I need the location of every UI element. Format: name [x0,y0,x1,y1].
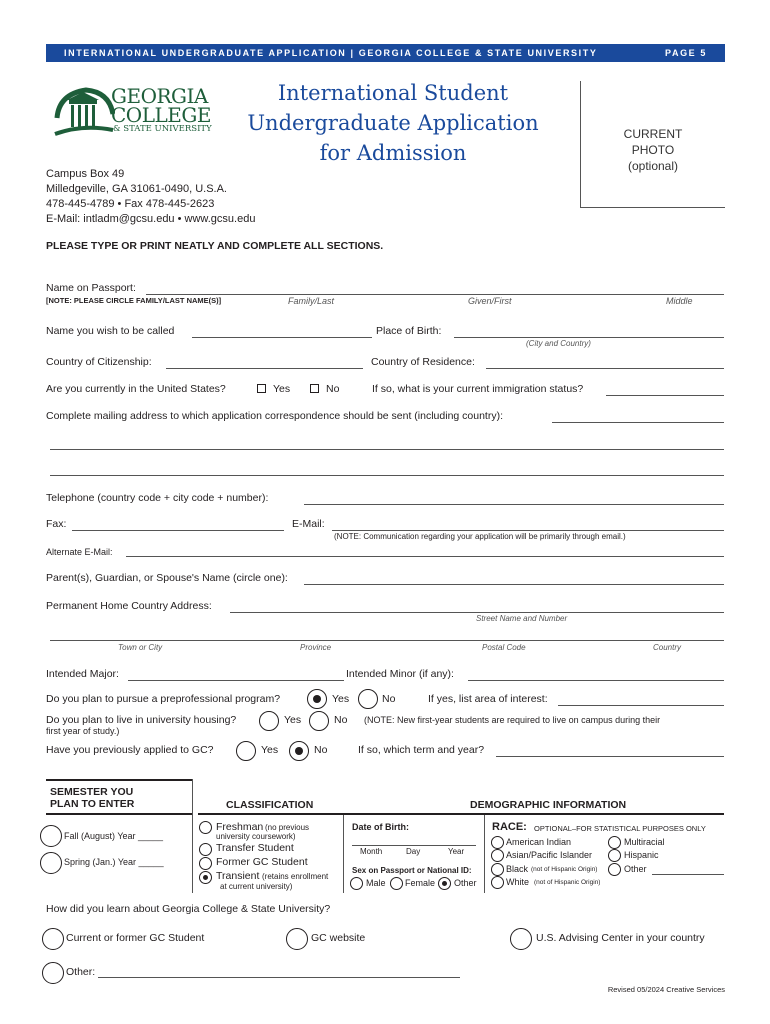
citizenship-label: Country of Citizenship: [46,356,152,368]
title-line2: Undergraduate Application [247,111,539,135]
demographic-heading: DEMOGRAPHIC INFORMATION [470,799,627,811]
country-label: Country [653,643,682,652]
name-passport-input[interactable] [146,294,724,295]
email-input[interactable] [332,530,724,531]
asian-label: Asian/Pacific Islander [506,850,593,860]
applied-label: Have you previously applied to GC? [46,744,214,756]
american-indian-label: American Indian [506,837,572,847]
footer-revised: Revised 05/2024 Creative Services [607,985,725,994]
race-other-label: Other [624,864,647,874]
residence-input[interactable] [486,368,724,369]
address-line4: E-Mail: intladm@gcsu.edu • www.gcsu.edu [46,213,256,225]
immigration-label: If so, what is your current immigration status? [372,383,584,395]
white-label: White [506,877,530,887]
city-country-label: (City and Country) [526,339,591,348]
gcsu-logo [53,84,213,140]
name-passport-label: Name on Passport: [46,282,136,294]
spring-label: Spring (Jan.) Year _____ [64,857,164,867]
housing-note: (NOTE: New first-year students are required to live on campus during their [364,715,661,725]
preprof-area-input[interactable] [558,705,724,706]
class-demo-rule [198,813,724,815]
black-label: Black [506,864,529,874]
title-line1: International Student [277,81,509,105]
province-label: Province [300,643,332,652]
address-line1: Campus Box 49 [46,168,125,180]
postal-label: Postal Code [482,643,526,652]
applied-no-label: No [314,744,328,756]
telephone-input[interactable] [304,504,724,505]
immigration-input[interactable] [606,395,724,396]
learn-opt3-label: U.S. Advising Center in your country [536,932,705,944]
page-number: PAGE 5 [665,48,707,58]
minor-input[interactable] [468,680,724,681]
learn-question: How did you learn about Georgia College & State University? [46,903,331,915]
photo-line2: PHOTO [631,143,675,157]
former-label: Former GC Student [216,856,308,868]
learn-opt3-radio[interactable] [510,928,532,950]
transfer-radio[interactable] [199,843,212,856]
semester-heading1: SEMESTER YOU [50,786,134,798]
in-us-label: Are you currently in the United States? [46,383,226,395]
applied-yes-radio[interactable] [236,741,256,761]
housing-yes-radio[interactable] [259,711,279,731]
black-note: (not of Hispanic Origin) [531,866,598,873]
dob-month: Month [360,847,383,856]
address-line2: Milledgeville, GA 31061-0490, U.S.A. [46,183,227,195]
major-label: Intended Major: [46,668,119,680]
photo-line1: CURRENT [623,127,683,141]
given-label: Given/First [468,296,512,306]
photo-box[interactable] [580,81,725,208]
name-note: [NOTE: PLEASE CIRCLE FAMILY/LAST NAME(S)] [46,296,222,305]
learn-other-input[interactable] [98,977,460,978]
address-line3: 478-445-4789 • Fax 478-445-2623 [46,198,215,210]
female-radio[interactable] [390,877,403,890]
learn-opt4-label: Other: [66,966,96,978]
mailing-input-2[interactable] [50,449,724,450]
citizenship-input[interactable] [166,368,363,369]
page-title [240,78,546,168]
dob-day: Day [406,847,421,856]
preprof-area-label: If yes, list area of interest: [428,693,548,705]
title-line3: for Admission [319,141,467,165]
photo-line3: (optional) [627,159,679,173]
preprof-label: Do you plan to pursue a preprofessional program? [46,693,281,705]
name-called-label: Name you wish to be called [46,325,175,337]
multiracial-label: Multiracial [624,837,665,847]
mailing-label: Complete mailing address to which application correspondence should be sent (including country): [46,410,504,422]
major-input[interactable] [128,680,344,681]
fax-label: Fax: [46,518,67,530]
housing-yes-label: Yes [284,714,302,726]
name-called-input[interactable] [192,337,372,338]
logo-line1: GEORGIA [111,84,208,108]
mailing-input-3[interactable] [50,475,724,476]
male-label: Male [366,878,386,888]
header-banner-text: INTERNATIONAL UNDERGRADUATE APPLICATION | GEORGIA COLLEGE & STATE UNIVERSITY [64,48,598,58]
in-us-no-checkbox[interactable] [310,384,319,393]
mailing-input-1[interactable] [552,422,724,423]
sex-other-radio[interactable] [438,877,451,890]
asian-radio[interactable] [491,849,504,862]
preprof-yes-radio[interactable] [307,689,327,709]
semester-heading2: PLAN TO ENTER [50,798,135,810]
transient-note: (retains enrollment [262,872,329,881]
female-label: Female [405,878,436,888]
logo-line3: & STATE UNIVERSITY [113,124,212,134]
semester-rule-bottom [46,813,192,815]
dob-input[interactable] [352,845,476,846]
learn-opt1-radio[interactable] [42,928,64,950]
sex-other-label: Other [454,878,477,888]
race-label: RACE: [492,821,527,833]
american-indian-radio[interactable] [491,836,504,849]
hispanic-radio[interactable] [608,849,621,862]
multiracial-radio[interactable] [608,836,621,849]
preprof-yes-label: Yes [332,693,350,705]
applied-term-label: If so, which term and year? [358,744,485,756]
housing-no-radio[interactable] [309,711,329,731]
applied-no-radio[interactable] [289,741,309,761]
town-label: Town or City [118,643,163,652]
former-radio[interactable] [199,857,212,870]
applied-yes-label: Yes [261,744,279,756]
male-radio[interactable] [350,877,363,890]
preprof-no-label: No [382,693,396,705]
transfer-label: Transfer Student [216,842,294,854]
building-icon [53,84,115,138]
freshman-radio[interactable] [199,821,212,834]
black-radio[interactable] [491,863,504,876]
semester-rule [46,779,192,781]
classification-heading: CLASSIFICATION [226,799,314,811]
race-other-radio[interactable] [608,863,621,876]
white-radio[interactable] [491,876,504,889]
transient-note2: at current university) [220,882,293,891]
freshman-note2: university coursework) [216,832,296,841]
semester-heading [50,786,134,810]
header-banner [46,44,725,62]
white-note: (not of Hispanic Origin) [534,879,601,886]
perm-address-line2-input[interactable] [50,640,724,641]
hispanic-label: Hispanic [624,850,659,860]
perm-address-label: Permanent Home Country Address: [46,600,212,612]
learn-opt4-radio[interactable] [42,962,64,984]
freshman-label: Freshman [216,821,264,833]
applied-term-input[interactable] [496,756,724,757]
freshman-note: (no previous [265,823,310,832]
in-us-no-label: No [326,383,340,395]
in-us-yes-label: Yes [273,383,291,395]
instructions: PLEASE TYPE OR PRINT NEATLY AND COMPLETE ALL SECTIONS. [46,240,384,252]
learn-opt1-label: Current or former GC Student [66,932,205,944]
birth-place-input[interactable] [454,337,724,338]
minor-label: Intended Minor (if any): [346,668,454,680]
spring-radio[interactable] [40,852,62,874]
family-label: Family/Last [288,296,335,306]
telephone-label: Telephone (country code + city code + number): [46,492,269,504]
alt-email-label: Alternate E-Mail: [46,547,113,557]
learn-opt2-label: GC website [311,932,366,944]
in-us-yes-checkbox[interactable] [257,384,266,393]
class-divider [343,815,344,893]
housing-no-label: No [334,714,348,726]
race-other-input[interactable] [652,874,724,875]
preprof-no-radio[interactable] [358,689,378,709]
transient-label: Transient [216,870,260,882]
transient-radio[interactable] [199,871,212,884]
parent-input[interactable] [304,584,724,585]
fall-label: Fall (August) Year _____ [64,831,164,841]
alt-email-input[interactable] [126,556,724,557]
middle-label: Middle [666,296,693,306]
logo-line2: COLLEGE [111,103,211,127]
demo-divider [484,815,485,893]
contact-address [46,167,255,227]
street-label: Street Name and Number [476,614,568,623]
perm-address-street-input[interactable] [230,612,724,613]
parent-label: Parent(s), Guardian, or Spouse's Name (circle one): [46,572,288,584]
email-note: (NOTE: Communication regarding your application will be primarily through email.) [334,532,626,541]
housing-note2: first year of study.) [46,726,120,736]
residence-label: Country of Residence: [371,356,475,368]
race-note: OPTIONAL–FOR STATISTICAL PURPOSES ONLY [534,824,706,833]
email-label: E-Mail: [292,518,325,530]
dob-year: Year [448,847,465,856]
fax-input[interactable] [72,530,284,531]
fall-radio[interactable] [40,825,62,847]
sex-label: Sex on Passport or National ID: [352,866,472,875]
semester-divider [192,779,193,893]
birth-place-label: Place of Birth: [376,325,442,337]
learn-opt2-radio[interactable] [286,928,308,950]
dob-label: Date of Birth: [352,822,409,832]
housing-label: Do you plan to live in university housing? [46,714,237,726]
